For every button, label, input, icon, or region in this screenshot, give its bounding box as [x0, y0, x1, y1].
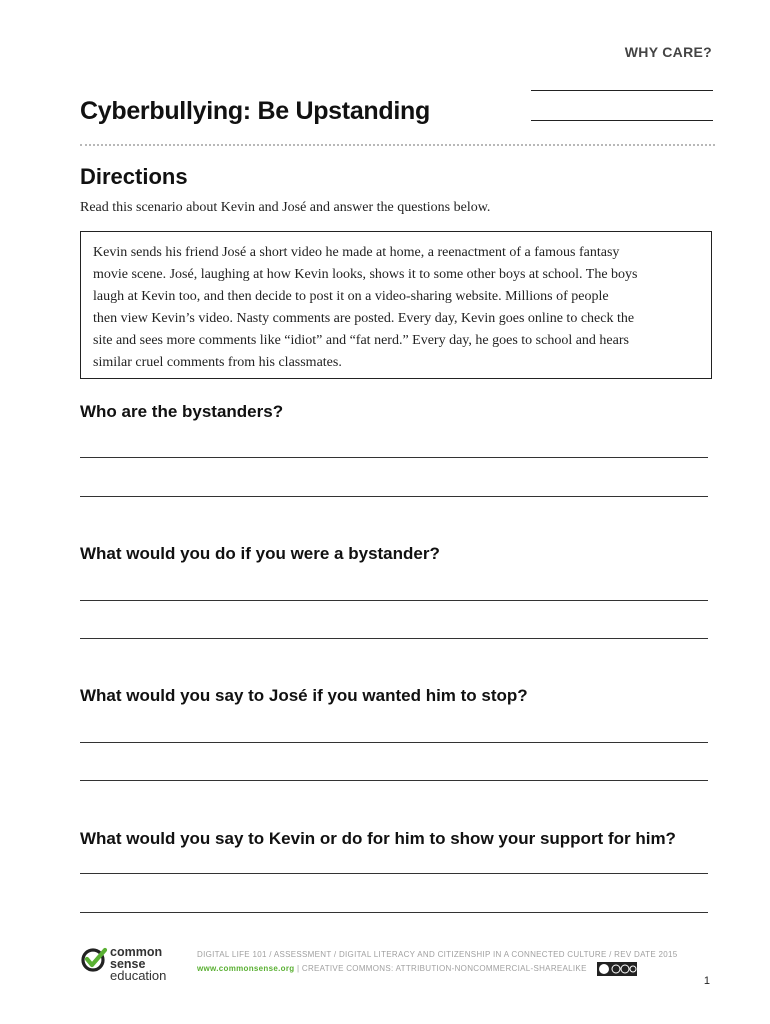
answer-line-3a[interactable] [80, 742, 708, 743]
answer-line-4a[interactable] [80, 873, 708, 874]
page-title: Cyberbullying: Be Upstanding [80, 97, 430, 125]
logo-word-sense: sense [110, 957, 146, 971]
creative-commons-icon [597, 962, 637, 976]
brand-logo-text [110, 946, 166, 982]
question-2: What would you do if you were a bystander? [80, 544, 440, 563]
footer-license-line [197, 964, 587, 973]
scenario-line: site and sees more comments like “idiot” and “fat nerd.” Every day, he goes to school and hears [93, 333, 629, 348]
logo-word-education: education [110, 968, 167, 983]
answer-line-3b[interactable] [80, 780, 708, 781]
footer-separator: | [296, 964, 300, 973]
scenario-line: Kevin sends his friend José a short video he made at home, a reenactment of a famous fantasy [93, 245, 620, 260]
question-4: What would you say to Kevin or do for him to show your support for him? [80, 829, 676, 848]
answer-line-4b[interactable] [80, 912, 708, 913]
checkmark-logo-icon [80, 946, 108, 974]
answer-line-2a[interactable] [80, 600, 708, 601]
scenario-box [80, 231, 712, 379]
scenario-line: similar cruel comments from his classmates. [93, 355, 342, 370]
answer-line-1a[interactable] [80, 457, 708, 458]
question-3: What would you say to José if you wanted him to stop? [80, 686, 528, 705]
question-1: Who are the bystanders? [80, 402, 284, 421]
footer-url-link[interactable]: www.commonsense.org [197, 964, 295, 973]
answer-line-1b[interactable] [80, 496, 708, 497]
directions-heading: Directions [80, 164, 188, 189]
answer-line-2b[interactable] [80, 638, 708, 639]
scenario-line: then view Kevin’s video. Nasty comments are posted. Every day, Kevin goes online to check the [93, 311, 635, 326]
section-label: WHY CARE? [624, 44, 712, 60]
name-line [531, 90, 713, 91]
directions-instruction: Read this scenario about Kevin and José and answer the questions below. [80, 200, 491, 215]
page-number: 1 [703, 975, 710, 987]
dotted-divider [80, 144, 715, 146]
footer-meta: DIGITAL LIFE 101 / ASSESSMENT / DIGITAL LITERACY AND CITIZENSHIP IN A CONNECTED CULTURE / REV DATE 2015 [197, 950, 678, 959]
scenario-line: movie scene. José, laughing at how Kevin looks, shows it to some other boys at school. The boys [93, 267, 638, 282]
logo-word-common: common [110, 945, 163, 959]
footer-license: CREATIVE COMMONS: ATTRIBUTION-NONCOMMERCIAL-SHAREALIKE [301, 964, 587, 973]
date-line [531, 120, 713, 121]
scenario-line: laugh at Kevin too, and then decide to post it on a video-sharing website. Millions of people [93, 289, 609, 304]
